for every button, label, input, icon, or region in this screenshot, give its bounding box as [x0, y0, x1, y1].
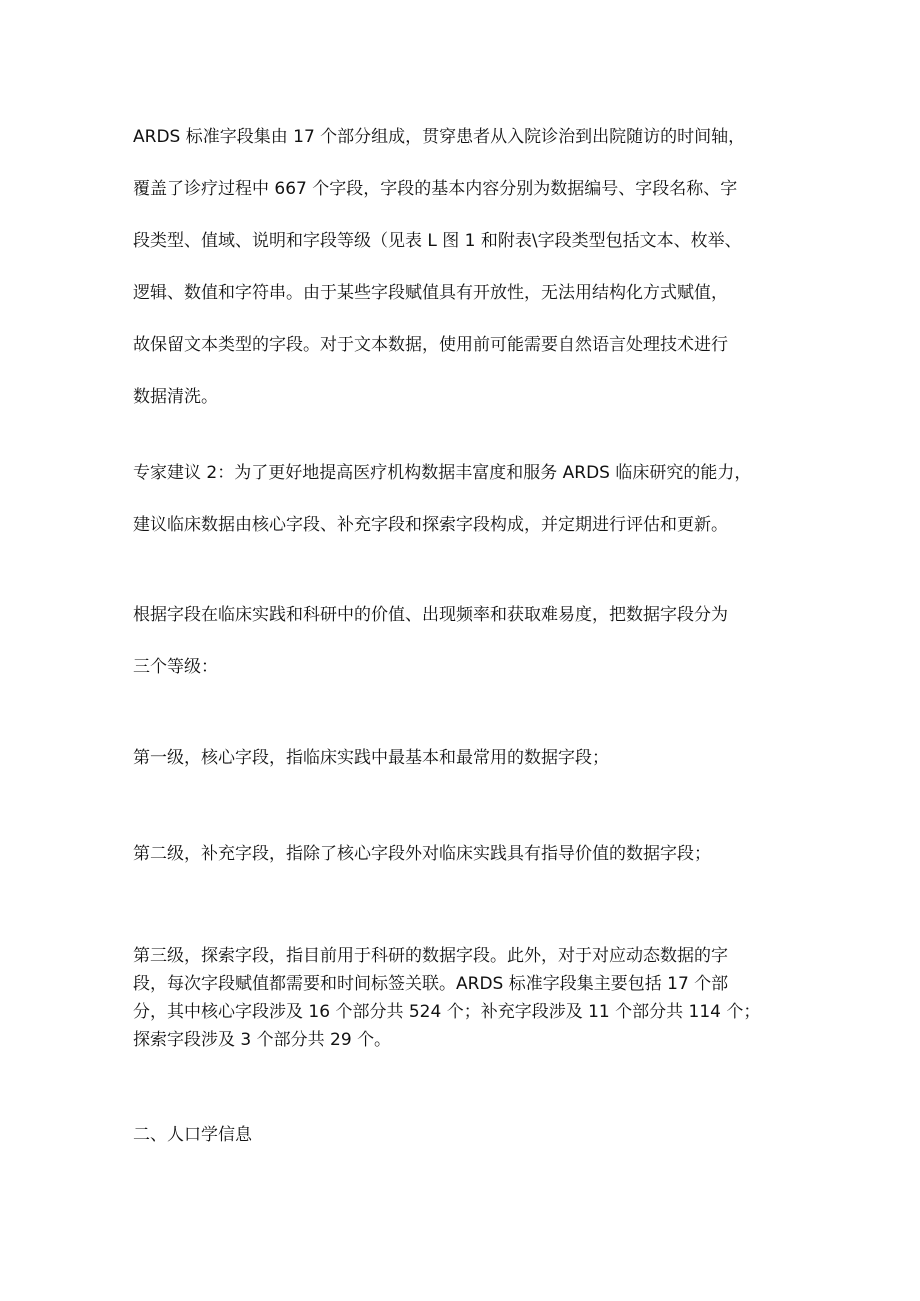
text-line: ARDS 标准字段集由 17 个部分组成，贯穿患者从入院诊治到出院随访的时间轴，	[133, 127, 746, 147]
paragraph-field-levels-intro	[133, 600, 813, 704]
text-line: 根据字段在临床实践和科研中的价值、出现频率和获取难易度，把数据字段分为	[133, 605, 728, 625]
paragraph-level-one	[133, 743, 813, 773]
text-line: 段类型、值域、说明和字段等级（见表 L 图 1 和附表\字段类型包括文本、枚举、	[133, 231, 742, 251]
text-line: 故保留文本类型的字段。对于文本数据，使用前可能需要自然语言处理技术进行	[133, 335, 728, 355]
text-line: 第一级，核心字段，指临床实践中最基本和最常用的数据字段；	[133, 748, 609, 768]
text-line: 逻辑、数值和字符串。由于某些字段赋值具有开放性，无法用结构化方式赋值，	[133, 283, 728, 303]
text-line: 数据清洗。	[133, 387, 218, 407]
text-line: 三个等级：	[133, 657, 218, 677]
paragraph-level-two	[133, 839, 813, 869]
text-line: 段，每次字段赋值都需要和时间标签关联。ARDS 标准字段集主要包括 17 个部	[133, 974, 729, 994]
text-line: 专家建议 2：为了更好地提高医疗机构数据丰富度和服务 ARDS 临床研究的能力，	[133, 463, 752, 483]
text-line: 探索字段涉及 3 个部分共 29 个。	[133, 1030, 392, 1050]
text-line: 建议临床数据由核心字段、补充字段和探索字段构成，并定期进行评估和更新。	[133, 515, 728, 535]
text-line: 覆盖了诊疗过程中 667 个字段，字段的基本内容分别为数据编号、字段名称、字	[133, 179, 738, 199]
text-line: 分，其中核心字段涉及 16 个部分共 524 个；补充字段涉及 11 个部分共 114 个；	[133, 1002, 761, 1022]
section-heading	[133, 1120, 813, 1150]
paragraph-field-set-overview	[133, 122, 813, 434]
section-heading-text: 二、人口学信息	[133, 1125, 252, 1145]
paragraph-expert-recommendation	[133, 458, 813, 562]
text-line: 第三级，探索字段，指目前用于科研的数据字段。此外，对于对应动态数据的字	[133, 946, 728, 966]
text-line: 第二级，补充字段，指除了核心字段外对临床实践具有指导价值的数据字段；	[133, 844, 711, 864]
paragraph-level-three	[133, 942, 813, 1054]
